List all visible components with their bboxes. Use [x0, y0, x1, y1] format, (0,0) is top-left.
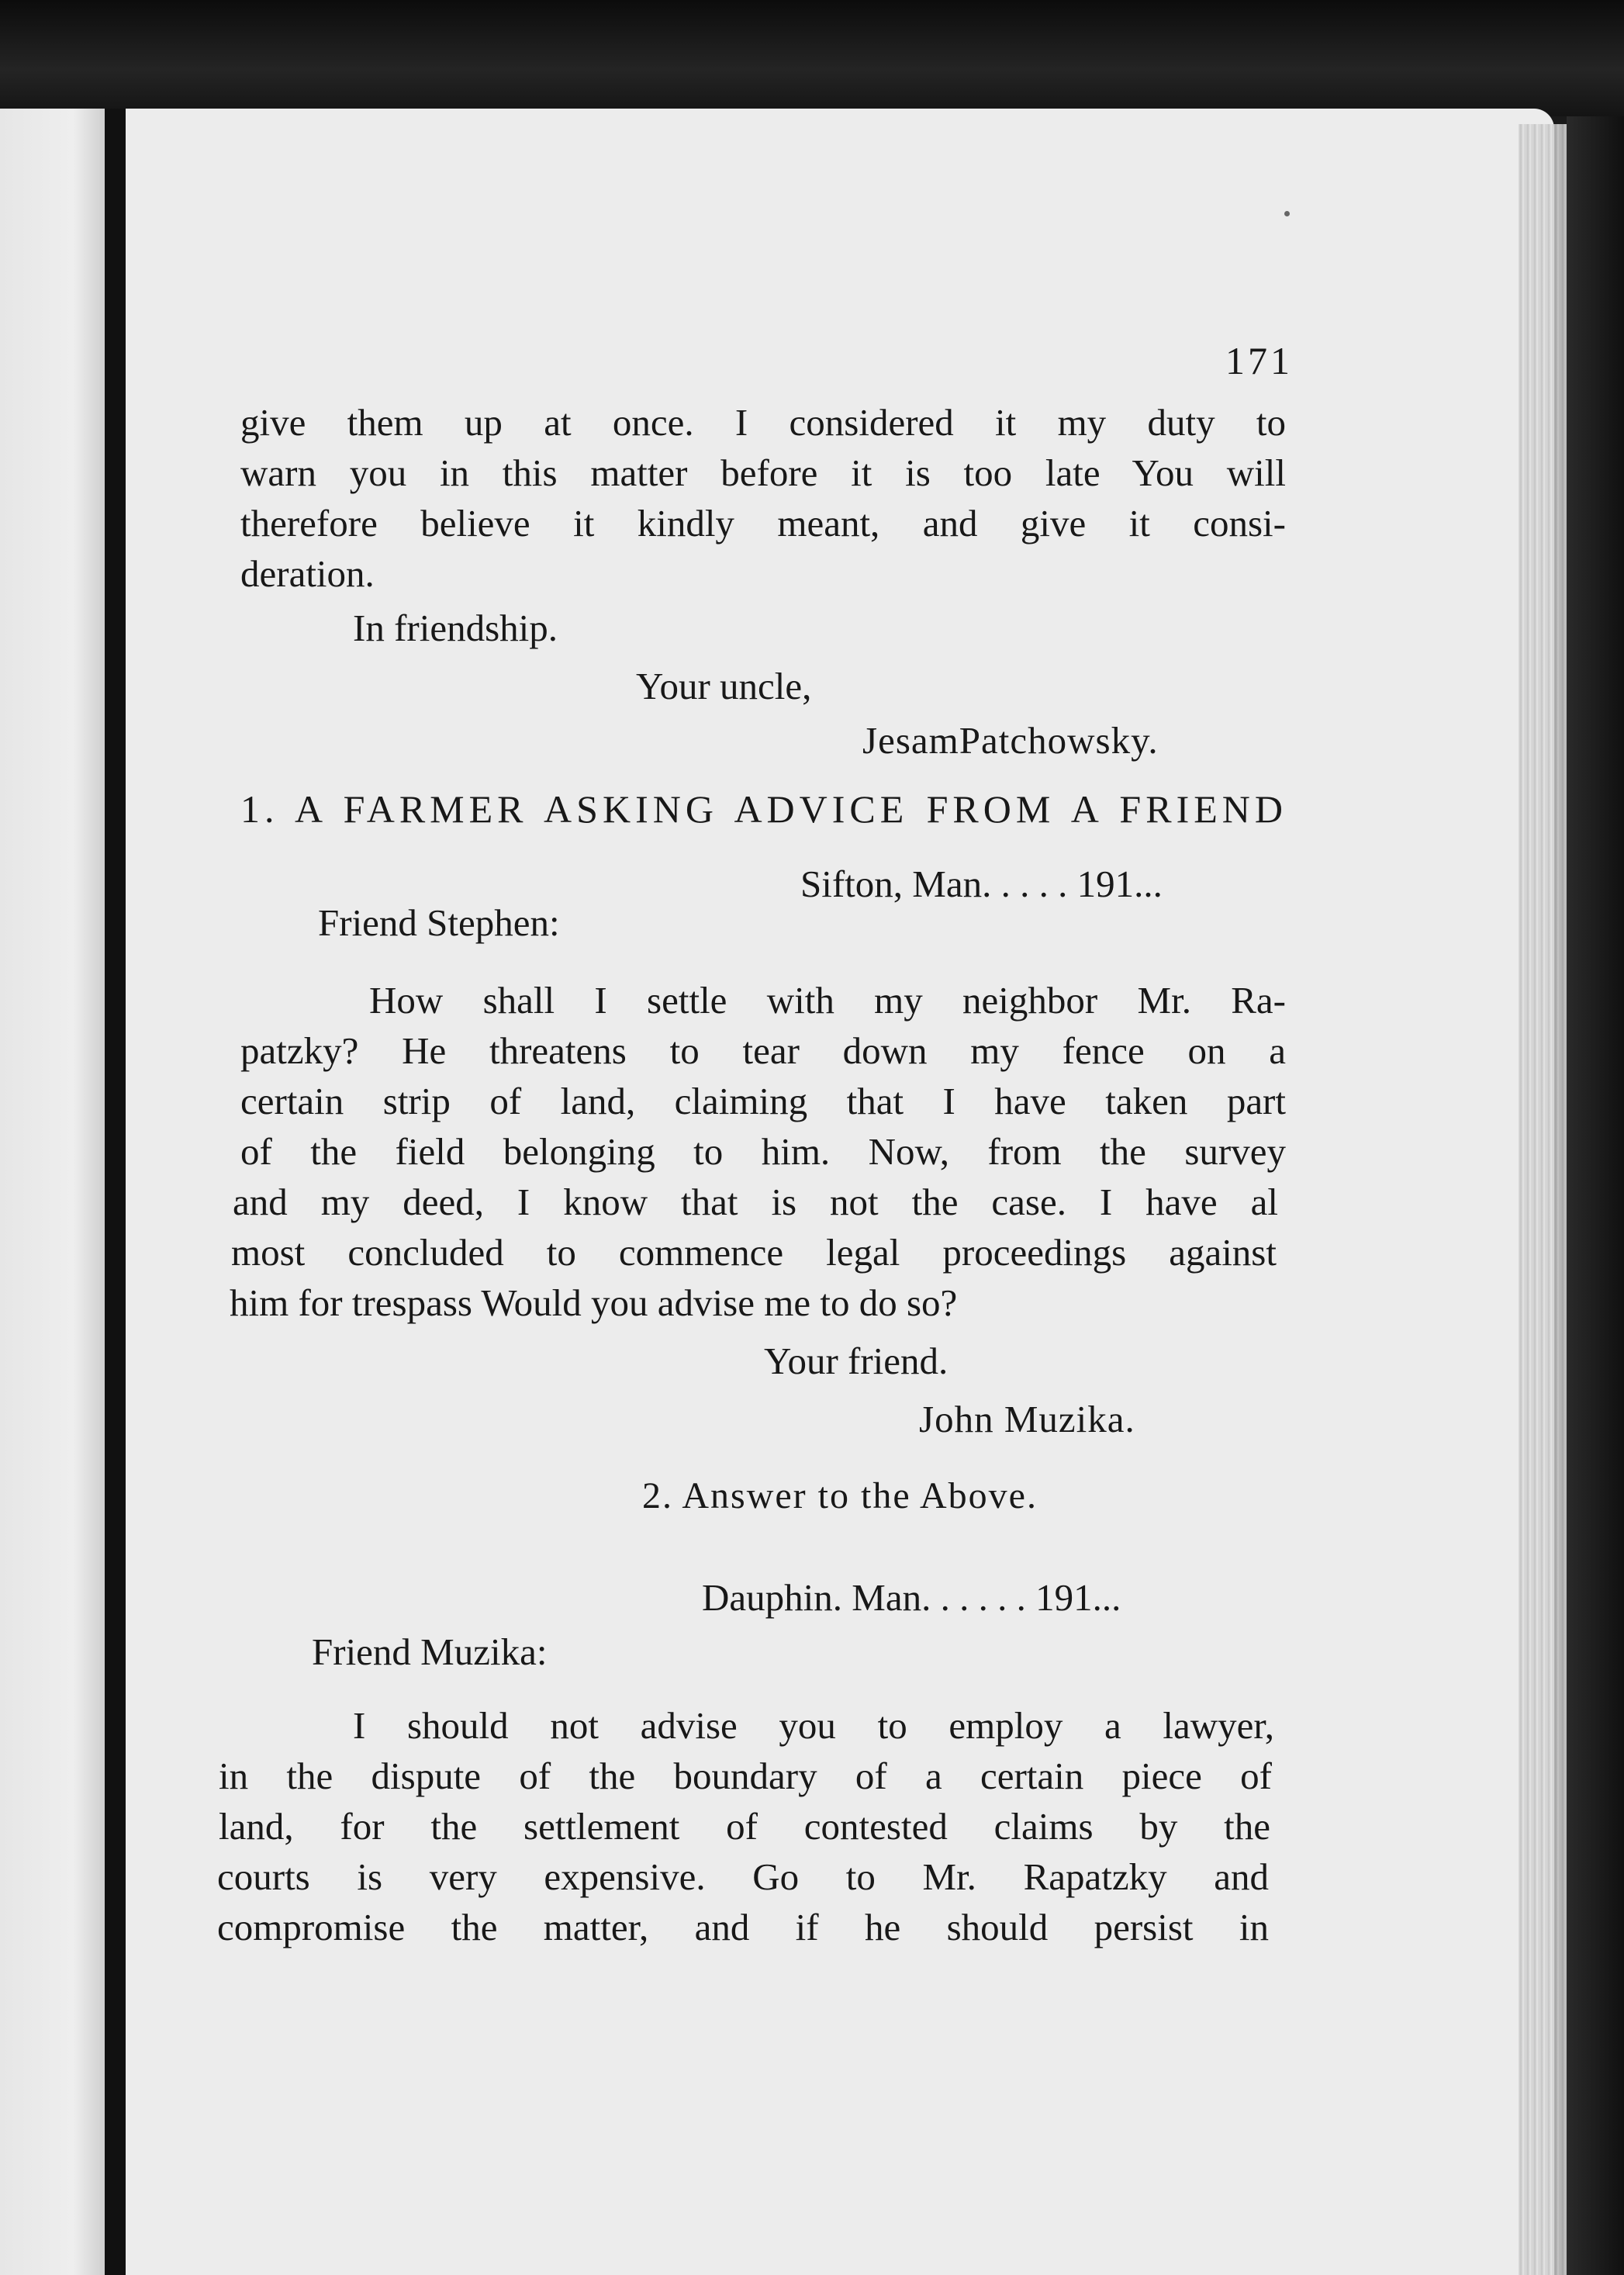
place-date: Sifton, Man. . . . . 191... — [800, 863, 1163, 905]
paragraph-line: warn you in this matter before it is too late You will — [240, 451, 1286, 494]
background-right — [1567, 116, 1624, 2275]
paragraph-line: I should not advise you to employ a lawyer, — [353, 1704, 1274, 1747]
paragraph-line: therefore believe it kindly meant, and give it consi- — [240, 502, 1286, 545]
salutation: Friend Muzika: — [312, 1630, 548, 1673]
paragraph-line: compromise the matter, and if he should persist in — [217, 1906, 1269, 1948]
background-top — [0, 0, 1624, 116]
paragraph-line: and my deed, I know that is not the case. I have al — [233, 1181, 1278, 1223]
book-gutter — [105, 109, 126, 2275]
letter-signature: JesamPatchowsky. — [862, 719, 1159, 762]
paragraph-line: most concluded to commence legal proceedings against — [231, 1231, 1277, 1274]
letter-closing: In friendship. — [353, 607, 558, 649]
paragraph-line: in the dispute of the boundary of a certain piece of — [219, 1755, 1272, 1797]
place-date: Dauphin. Man. . . . . . 191... — [702, 1576, 1121, 1619]
page-speck — [1284, 211, 1290, 216]
page-number: 171 — [1225, 339, 1293, 382]
paragraph-line: give them up at once. I considered it my duty to — [240, 401, 1286, 444]
paragraph-line: How shall I settle with my neighbor Mr. Ra- — [369, 979, 1286, 1022]
section-heading: 1. A FARMER ASKING ADVICE FROM A FRIEND — [240, 787, 1287, 831]
left-page-edge — [0, 109, 105, 2275]
paragraph-line: courts is very expensive. Go to Mr. Rapatzky and — [217, 1855, 1269, 1898]
letter-signoff: Your friend. — [764, 1340, 948, 1382]
letter-signature: John Muzika. — [919, 1398, 1135, 1440]
paragraph-line: patzky? He threatens to tear down my fence on a — [240, 1029, 1286, 1072]
paragraph-line: him for trespass Would you advise me to do so? — [230, 1281, 958, 1324]
salutation: Friend Stephen: — [318, 901, 560, 944]
paragraph-line: of the field belonging to him. Now, from the survey — [240, 1130, 1286, 1173]
paragraph-line: land, for the settlement of contested claims by the — [219, 1805, 1270, 1848]
page-stack-edge — [1519, 124, 1567, 2275]
paragraph-line: deration. — [240, 552, 375, 595]
letter-signoff: Your uncle, — [636, 665, 812, 707]
paragraph-line: certain strip of land, claiming that I have taken part — [240, 1080, 1286, 1122]
section-heading: 2. Answer to the Above. — [642, 1475, 1038, 1516]
